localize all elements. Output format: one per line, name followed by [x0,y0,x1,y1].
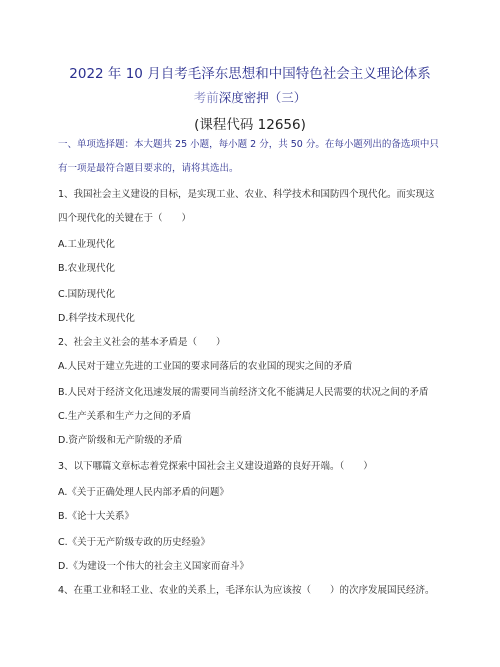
question-1-stem-line-1: 1、我国社会主义建设的目标，是实现工业、农业、科学技术和国防四个现代化。而实现这 [58,189,435,200]
subtitle-main: 深度密押（三） [218,90,307,105]
question-2-option-c: C.生产关系和生产力之间的矛盾 [58,411,192,422]
question-2-option-a: A.人民对于建立先进的工业国的要求同落后的农业国的现实之间的矛盾 [58,361,353,372]
question-1-option-d: D.科学技术现代化 [58,313,135,324]
document-subtitle [0,88,500,106]
question-4-stem: 4、在重工业和轻工业、农业的关系上，毛泽东认为应该按（ ）的次序发展国民经济。 [58,585,435,596]
subtitle-prefix: 考前 [193,90,219,105]
question-3-stem: 3、以下哪篇文章标志着党探索中国社会主义建设道路的良好开端。（ ） [58,461,373,472]
course-code: (课程代码 12656) [194,117,306,133]
question-3-option-d: D.《为建设一个伟大的社会主义国家而奋斗》 [58,561,249,572]
question-1-option-c: C.国防现代化 [58,289,116,300]
question-1-option-a: A.工业现代化 [58,239,115,250]
question-1-option-b: B.农业现代化 [58,263,116,274]
question-1-stem-line-2: 四个现代化的关键在于（ ） [58,213,192,224]
question-2-stem: 2、社会主义社会的基本矛盾是（ ） [58,337,226,348]
question-2-option-b: B.人民对于经济文化迅速发展的需要同当前经济文化不能满足人民需要的状况之间的矛盾 [58,387,429,398]
question-3-option-b: B.《论十大关系》 [58,511,135,522]
document-title: 2022 年 10 月自考毛泽东思想和中国特色社会主义理论体系 [69,66,431,82]
question-3-option-c: C.《关于无产阶级专政的历史经验》 [58,537,211,548]
question-3-option-a: A.《关于正确处理人民内部矛盾的问题》 [58,487,229,498]
section-instruction-line-2: 有一项是最符合题目要求的，请将其选出。 [58,163,239,174]
section-instruction-line-1: 一、单项选择题：本大题共 25 小题，每小题 2 分，共 50 分。在每小题列出的备选项中只 [58,139,439,150]
question-2-option-d: D.资产阶级和无产阶级的矛盾 [58,435,183,446]
